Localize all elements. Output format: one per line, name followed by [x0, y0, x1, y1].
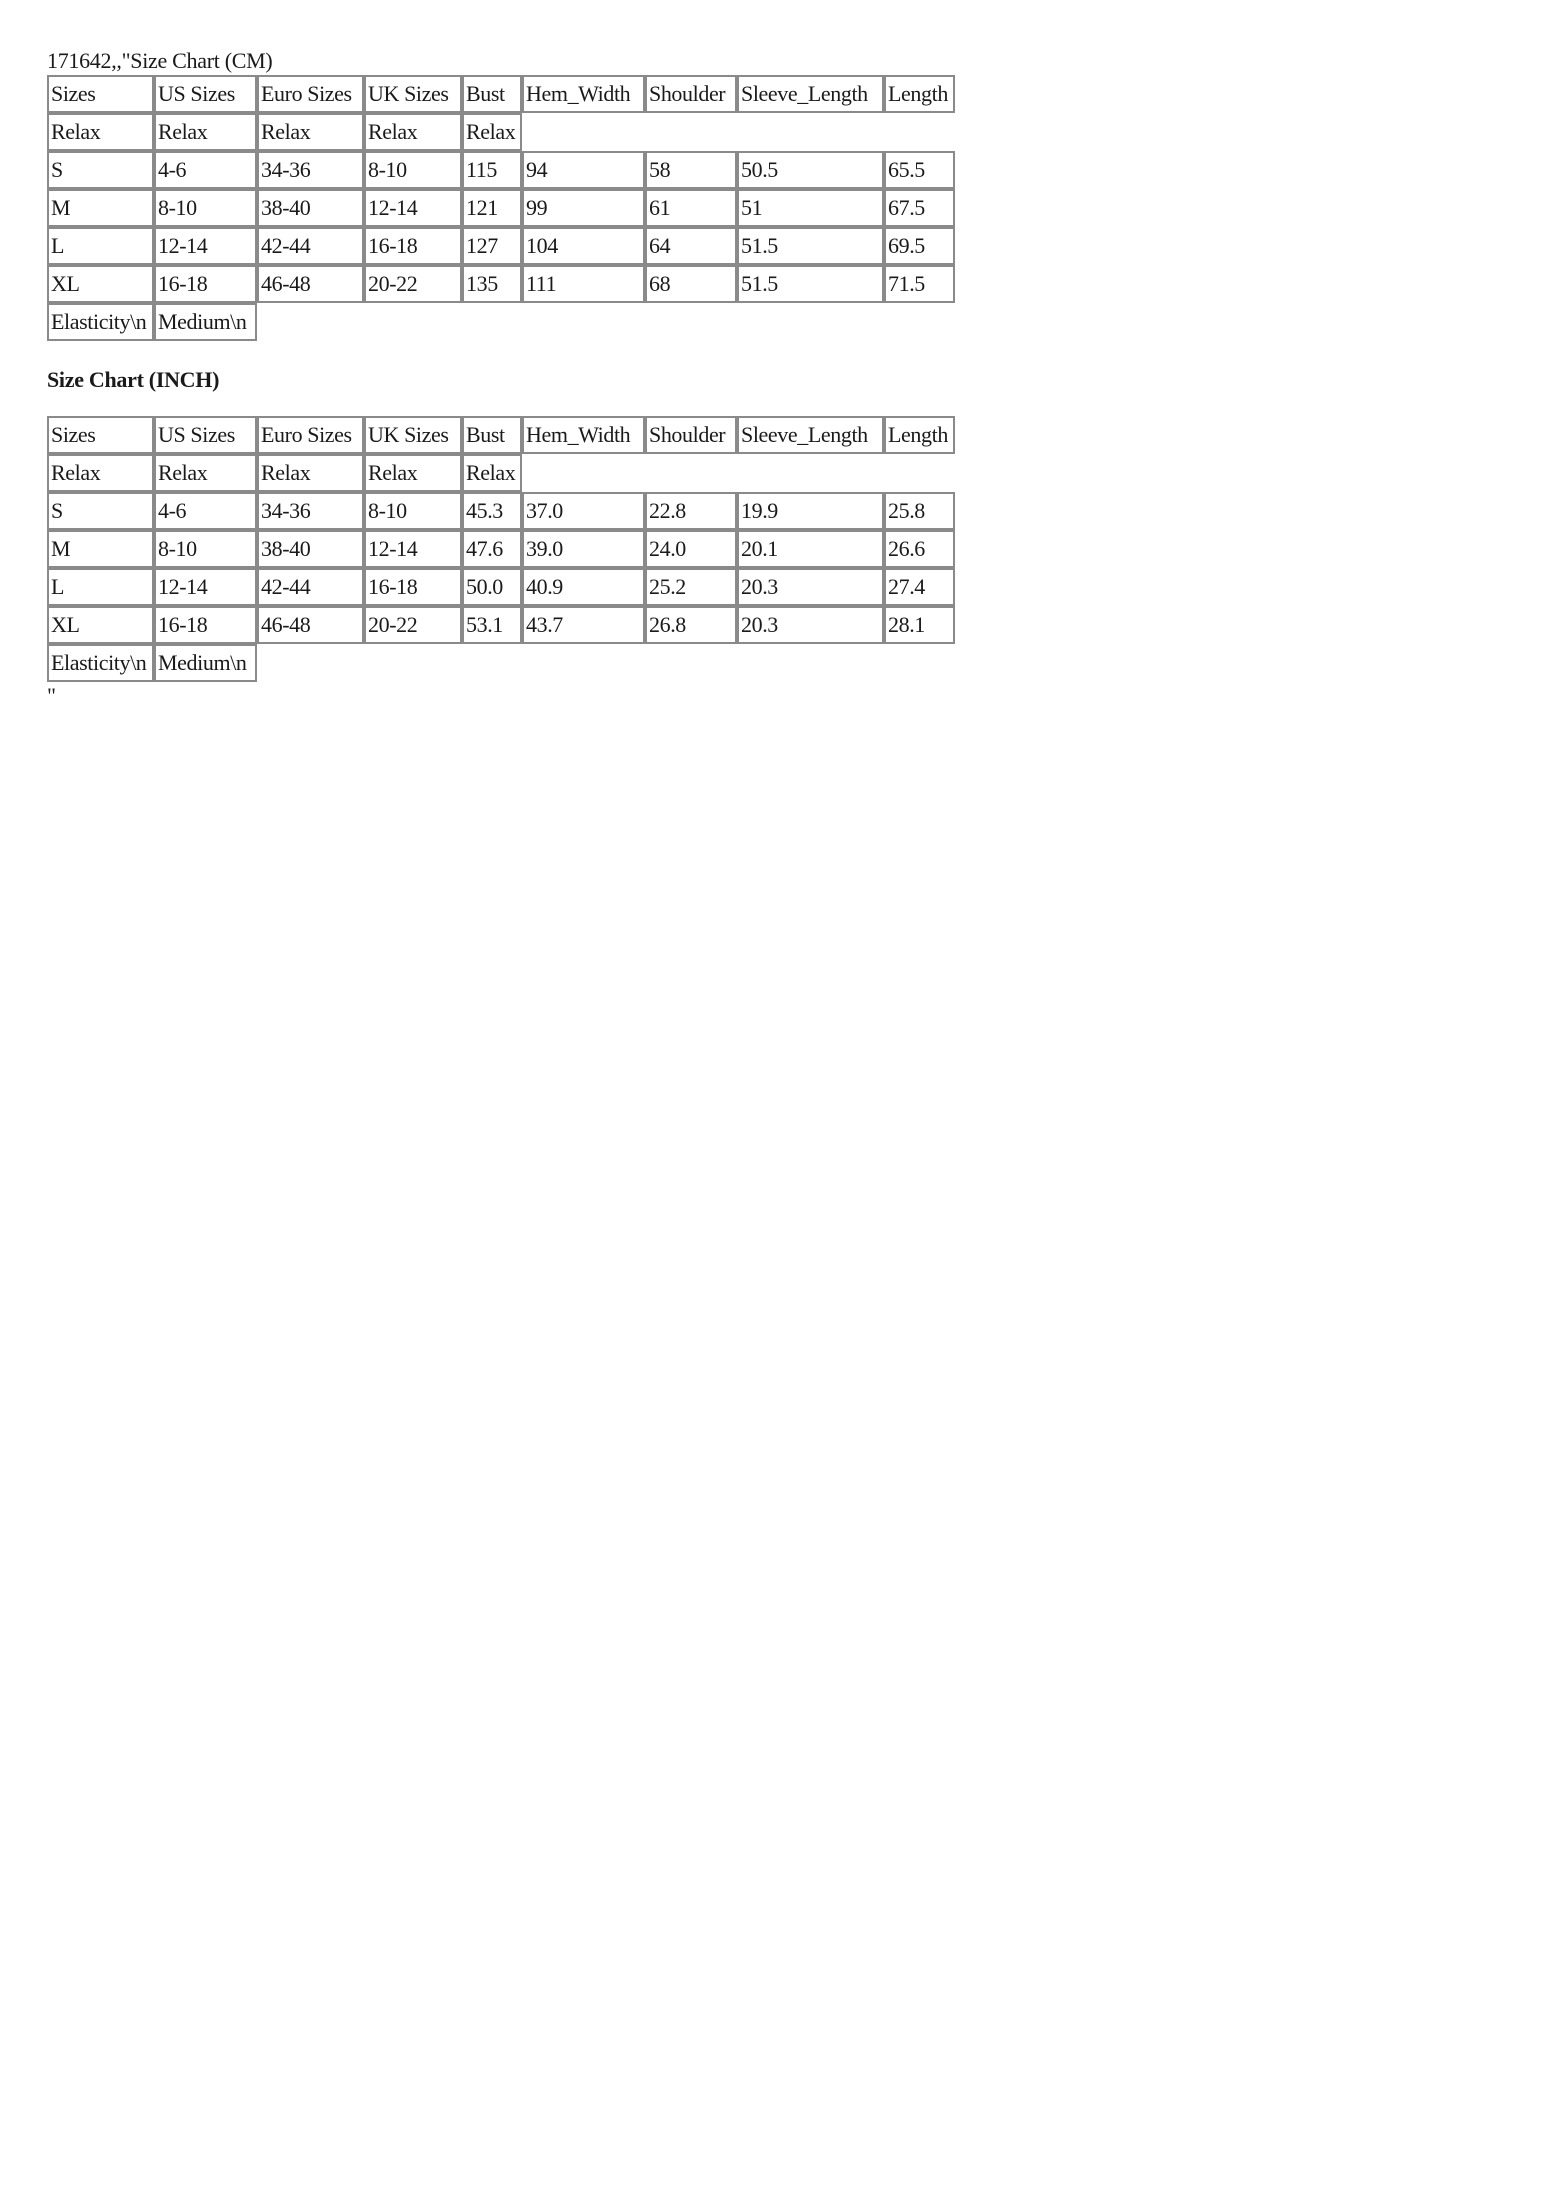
table-cell: 51.5: [737, 265, 884, 303]
table-cell: Relax: [364, 454, 462, 492]
table-cell: 25.8: [884, 492, 955, 530]
table-cell: Hem_Width: [522, 416, 645, 454]
table-cell: 65.5: [884, 151, 955, 189]
empty-cell: [257, 644, 364, 682]
table-cell: M: [47, 189, 154, 227]
table-cell: 16-18: [154, 606, 257, 644]
table-cell: 39.0: [522, 530, 645, 568]
empty-cell: [645, 113, 737, 151]
table-cell: 64: [645, 227, 737, 265]
table-cell: 51.5: [737, 227, 884, 265]
table-cell: 27.4: [884, 568, 955, 606]
table-cell: 104: [522, 227, 645, 265]
table-cell: 46-48: [257, 606, 364, 644]
empty-cell: [884, 303, 955, 341]
table-row: [47, 492, 955, 530]
table-cell: 26.6: [884, 530, 955, 568]
table-cell: 8-10: [364, 151, 462, 189]
table-cell: S: [47, 492, 154, 530]
table-cell: Relax: [462, 454, 522, 492]
inch-size-table: [47, 416, 955, 682]
table-cell: 135: [462, 265, 522, 303]
empty-cell: [364, 303, 462, 341]
table-cell: S: [47, 151, 154, 189]
empty-cell: [257, 303, 364, 341]
table-cell: 45.3: [462, 492, 522, 530]
table-cell: 50.5: [737, 151, 884, 189]
empty-cell: [522, 644, 645, 682]
table-cell: 12-14: [154, 568, 257, 606]
table-cell: 46-48: [257, 265, 364, 303]
table-cell: 121: [462, 189, 522, 227]
table-cell: 94: [522, 151, 645, 189]
table-cell: 12-14: [364, 189, 462, 227]
table-cell: UK Sizes: [364, 75, 462, 113]
empty-cell: [522, 303, 645, 341]
table-cell: Euro Sizes: [257, 416, 364, 454]
table-cell: 8-10: [364, 492, 462, 530]
table-cell: 127: [462, 227, 522, 265]
table-cell: 61: [645, 189, 737, 227]
table-cell: US Sizes: [154, 75, 257, 113]
table-cell: Relax: [47, 454, 154, 492]
fit-row: [47, 454, 955, 492]
table-cell: M: [47, 530, 154, 568]
table-cell: 22.8: [645, 492, 737, 530]
closing-quote-mark: ": [47, 683, 56, 708]
table-cell: 40.9: [522, 568, 645, 606]
table-cell: 111: [522, 265, 645, 303]
table-cell: 53.1: [462, 606, 522, 644]
table-row: [47, 530, 955, 568]
table-cell: 71.5: [884, 265, 955, 303]
table-cell: 67.5: [884, 189, 955, 227]
empty-cell: [645, 454, 737, 492]
elasticity-row: [47, 303, 955, 341]
table-cell: Length: [884, 75, 955, 113]
table-row: [47, 606, 955, 644]
table-cell: Length: [884, 416, 955, 454]
table-cell: 42-44: [257, 568, 364, 606]
table-cell: Relax: [154, 113, 257, 151]
table-cell: XL: [47, 606, 154, 644]
empty-cell: [364, 644, 462, 682]
table-row: [47, 568, 955, 606]
table-row: [47, 265, 955, 303]
table-cell: 43.7: [522, 606, 645, 644]
fit-row: [47, 113, 955, 151]
empty-cell: [462, 303, 522, 341]
table-cell: L: [47, 568, 154, 606]
table-cell: 8-10: [154, 530, 257, 568]
table-cell: 16-18: [154, 265, 257, 303]
table-row: [47, 189, 955, 227]
table-cell: 28.1: [884, 606, 955, 644]
cm-chart-title: 171642,,"Size Chart (CM): [47, 48, 273, 73]
inch-chart-title: Size Chart (INCH): [47, 367, 220, 392]
table-cell: Shoulder: [645, 416, 737, 454]
empty-cell: [645, 303, 737, 341]
table-cell: 16-18: [364, 227, 462, 265]
table-cell: 38-40: [257, 530, 364, 568]
table-cell: Relax: [257, 113, 364, 151]
table-cell: Medium\n: [154, 303, 257, 341]
table-cell: Relax: [462, 113, 522, 151]
table-cell: US Sizes: [154, 416, 257, 454]
table-cell: UK Sizes: [364, 416, 462, 454]
table-cell: 34-36: [257, 151, 364, 189]
table-cell: L: [47, 227, 154, 265]
table-cell: Elasticity\n: [47, 644, 154, 682]
empty-cell: [884, 454, 955, 492]
table-cell: 50.0: [462, 568, 522, 606]
table-cell: Relax: [154, 454, 257, 492]
table-cell: 34-36: [257, 492, 364, 530]
table-cell: XL: [47, 265, 154, 303]
table-cell: Relax: [257, 454, 364, 492]
table-cell: 99: [522, 189, 645, 227]
table-cell: 26.8: [645, 606, 737, 644]
table-cell: 20.1: [737, 530, 884, 568]
table-cell: Relax: [364, 113, 462, 151]
table-cell: 69.5: [884, 227, 955, 265]
table-cell: Elasticity\n: [47, 303, 154, 341]
table-cell: 42-44: [257, 227, 364, 265]
table-cell: 8-10: [154, 189, 257, 227]
table-cell: 58: [645, 151, 737, 189]
table-cell: Sleeve_Length: [737, 75, 884, 113]
empty-cell: [522, 454, 645, 492]
table-row: [47, 151, 955, 189]
document-page: [47, 47, 1147, 708]
table-row: [47, 227, 955, 265]
table-cell: Hem_Width: [522, 75, 645, 113]
table-cell: 47.6: [462, 530, 522, 568]
table-cell: Medium\n: [154, 644, 257, 682]
table-cell: 115: [462, 151, 522, 189]
empty-cell: [884, 113, 955, 151]
table-cell: 20-22: [364, 265, 462, 303]
table-cell: Sizes: [47, 416, 154, 454]
cm-size-table: [47, 75, 955, 341]
table-cell: 68: [645, 265, 737, 303]
table-cell: 38-40: [257, 189, 364, 227]
elasticity-row: [47, 644, 955, 682]
table-cell: 19.9: [737, 492, 884, 530]
empty-cell: [884, 644, 955, 682]
table-cell: 20-22: [364, 606, 462, 644]
table-cell: 16-18: [364, 568, 462, 606]
table-cell: 12-14: [154, 227, 257, 265]
table-cell: 24.0: [645, 530, 737, 568]
table-cell: 20.3: [737, 568, 884, 606]
empty-cell: [462, 644, 522, 682]
table-cell: Euro Sizes: [257, 75, 364, 113]
header-row: [47, 75, 955, 113]
table-cell: Sizes: [47, 75, 154, 113]
table-cell: 4-6: [154, 151, 257, 189]
header-row: [47, 416, 955, 454]
table-cell: 37.0: [522, 492, 645, 530]
table-cell: 4-6: [154, 492, 257, 530]
table-cell: Bust: [462, 416, 522, 454]
table-cell: 20.3: [737, 606, 884, 644]
table-cell: Bust: [462, 75, 522, 113]
empty-cell: [737, 113, 884, 151]
table-cell: 25.2: [645, 568, 737, 606]
empty-cell: [737, 644, 884, 682]
table-cell: Relax: [47, 113, 154, 151]
empty-cell: [645, 644, 737, 682]
table-cell: 51: [737, 189, 884, 227]
empty-cell: [522, 113, 645, 151]
table-cell: 12-14: [364, 530, 462, 568]
empty-cell: [737, 303, 884, 341]
table-cell: Shoulder: [645, 75, 737, 113]
empty-cell: [737, 454, 884, 492]
table-cell: Sleeve_Length: [737, 416, 884, 454]
